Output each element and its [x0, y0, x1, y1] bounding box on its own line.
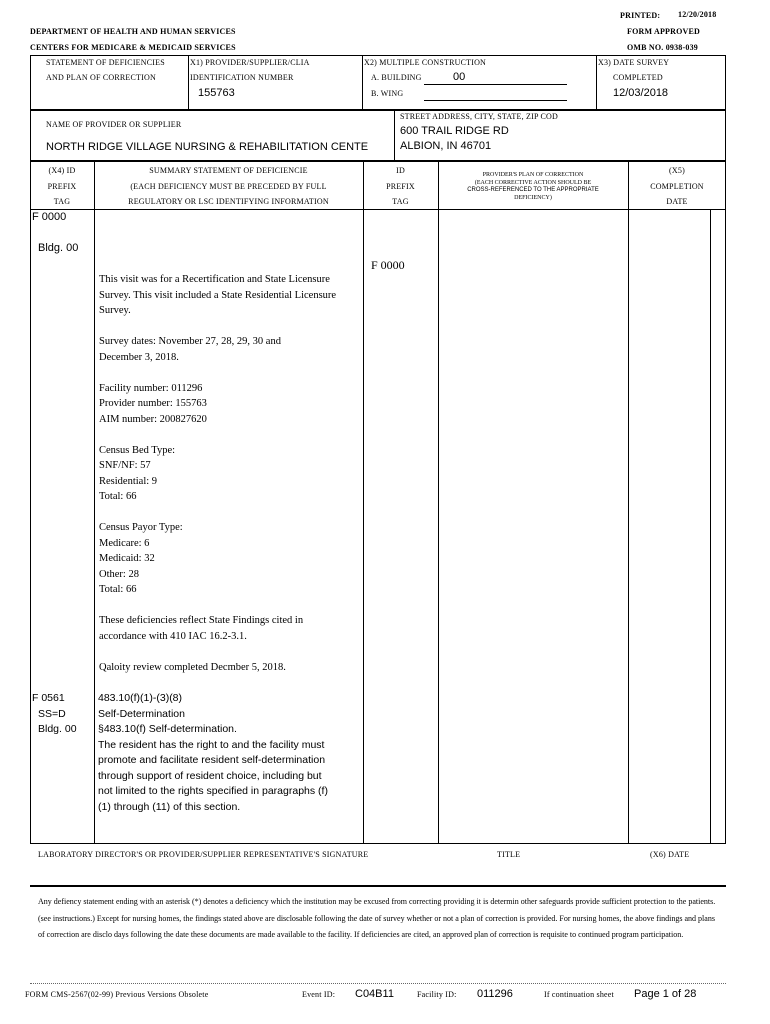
facility-id-label: Facility ID:	[417, 990, 457, 999]
page-number: Page 1 of 28	[634, 988, 697, 1000]
disclaimer-text: Any defiency statement ending with an asterisk (*) denotes a deficiency which the institution may be excused from correcting providing it is determin other safeguards provide sufficient protection to the patients. (see instructions.) Except for nursing homes, the findings stated above are disclosable following the date of survey whether or not a plan of correction is provided. For nursing homes, the above findings and plans of correction are disclo days following the date these documents are made available to the facility. If deficiencies are cited, an approved plan of correction is requisite to continued program participation.	[38, 897, 716, 939]
regulation-citation: 483.10(f)(1)-(3)(8)	[98, 692, 183, 704]
provider-box	[30, 110, 726, 161]
x1-label-2: IDENTIFICATION NUMBER	[190, 73, 294, 82]
x5-header-1: (X5)	[669, 166, 685, 175]
omb-number: OMB NO. 0938-039	[627, 43, 698, 52]
plan-header-4: DEFICIENCY)	[514, 195, 552, 201]
regulation-body: The resident has the right to and the facility must promote and facilitate resident self-determination through support of resident choice, including but not limited to the rights specified in paragraphs (f)(1) through (11) of this section.	[98, 738, 328, 813]
building-label: A. BUILDING	[371, 73, 422, 82]
x4-header-1: (X4) ID	[48, 166, 76, 175]
scope-severity: SS=D	[38, 707, 66, 720]
id-header-2: PREFIX	[386, 182, 415, 191]
x3-label-2: COMPLETED	[613, 73, 663, 82]
regulation-section: §483.10(f) Self-determination.	[98, 723, 237, 735]
census-payor-paragraph	[99, 520, 339, 598]
plan-header-1: PROVIDER'S PLAN OF CORRECTION	[482, 172, 584, 178]
survey-date-value: 12/03/2018	[613, 87, 669, 99]
x2-label: X2) MULTIPLE CONSTRUCTION	[364, 58, 487, 67]
building-tag-1: Bldg. 00	[38, 242, 79, 254]
address-line-2: ALBION, IN 46701	[400, 140, 492, 152]
building-value: 00	[453, 71, 466, 83]
form-approved: FORM APPROVED	[627, 27, 701, 36]
title-label: TITLE	[497, 850, 521, 859]
census-snf: SNF/NF: 57	[99, 460, 151, 471]
x1-label: X1) PROVIDER/SUPPLIER/CLIA	[190, 58, 310, 67]
provider-number: Provider number: 155763	[99, 398, 207, 409]
building-tag-2: Bldg. 00	[38, 723, 77, 735]
survey-dates-paragraph	[99, 334, 339, 365]
statement-label-2: AND PLAN OF CORRECTION	[46, 73, 156, 82]
provider-id-value: 155763	[198, 87, 235, 99]
regulation-text-block	[98, 691, 338, 815]
facility-id-value: 011296	[477, 988, 513, 1000]
event-id-label: Event ID:	[302, 990, 336, 999]
prefix-tag-f0000: F 0000	[32, 211, 67, 223]
x4-header-2: PREFIX	[47, 182, 77, 191]
provider-name-label: NAME OF PROVIDER OR SUPPLIER	[46, 120, 182, 129]
census-bed-total: Total: 66	[99, 491, 137, 502]
census-residential: Residential: 9	[99, 475, 158, 487]
census-payor-title: Census Payor Type:	[99, 522, 183, 533]
facility-numbers-paragraph	[99, 381, 339, 428]
census-bed-paragraph	[99, 443, 339, 505]
plan-header-2: (EACH CORRECTIVE ACTION SHOULD BE	[474, 180, 592, 186]
department-title: DEPARTMENT OF HEALTH AND HUMAN SERVICES	[30, 27, 236, 36]
printed-label: PRINTED:	[620, 11, 661, 20]
survey-dates-line-1: Survey dates: November 27, 28, 29, 30 and	[99, 336, 281, 347]
state-findings-paragraph: These deficiencies reflect State Findings cited in accordance with 410 IAC 16.2-3.1.	[99, 615, 304, 642]
prefix-tag-f0561	[32, 691, 77, 738]
census-other: Other: 28	[99, 568, 139, 580]
summary-header-3: REGULATORY OR LSC IDENTIFYING INFORMATION	[128, 197, 329, 206]
x5-header-2: COMPLETION	[650, 182, 704, 191]
x6-date-label: (X6) DATE	[650, 850, 690, 859]
continuation-label: If continuation sheet	[544, 990, 614, 999]
address-label: STREET ADDRESS, CITY, STATE, ZIP COD	[400, 112, 558, 121]
provider-name-value: NORTH RIDGE VILLAGE NURSING & REHABILITATION CENTE	[46, 141, 369, 153]
summary-header-2: (EACH DEFICIENCY MUST BE PRECEDED BY FULL	[130, 182, 327, 191]
summary-header-1: SUMMARY STATEMENT OF DEFICIENCIE	[149, 166, 308, 175]
quality-review-paragraph: Qaloity review completed Decmber 5, 2018.	[99, 661, 286, 673]
facility-number: Facility number: 011296	[99, 382, 203, 394]
id-header-1: ID	[396, 166, 405, 175]
aim-number: AIM number: 200827620	[99, 413, 207, 425]
signature-label: LABORATORY DIRECTOR'S OR PROVIDER/SUPPLIER REPRESENTATIVE'S SIGNATURE	[38, 850, 369, 859]
x4-header-3: TAG	[53, 197, 71, 206]
survey-dates-line-2: December 3, 2018.	[99, 351, 179, 363]
x3-label: X3) DATE SURVEY	[598, 58, 670, 67]
statement-label-1: STATEMENT OF DEFICIENCIES	[46, 58, 165, 67]
census-bed-title: Census Bed Type:	[99, 444, 176, 456]
tag-f0561: F 0561	[32, 692, 65, 704]
address-line-1: 600 TRAIL RIDGE RD	[400, 125, 509, 137]
printed-date: 12/20/2018	[678, 10, 717, 19]
census-medicaid: Medicaid: 32	[99, 553, 155, 564]
form-number: FORM CMS-2567(02-99) Previous Versions Obsolete	[25, 990, 209, 999]
census-payor-total: Total: 66	[99, 584, 137, 595]
centers-title: CENTERS FOR MEDICARE & MEDICAID SERVICES	[30, 43, 236, 52]
x5-header-3: DATE	[666, 197, 688, 206]
id-prefix-f0000: F 0000	[371, 258, 405, 272]
summary-text-block	[99, 272, 339, 691]
event-id-value: C04B11	[355, 988, 394, 1000]
plan-header-3: CROSS-REFERENCED TO THE APPROPRIATE	[467, 187, 599, 193]
census-medicare: Medicare: 6	[99, 537, 150, 549]
wing-label: B. WING	[371, 89, 404, 98]
regulation-title: Self-Determination	[98, 707, 185, 720]
survey-type-paragraph: This visit was for a Recertification and State Licensure Survey. This visit included a State Residential Licensure Survey.	[99, 274, 337, 316]
id-header-3: TAG	[392, 197, 409, 206]
